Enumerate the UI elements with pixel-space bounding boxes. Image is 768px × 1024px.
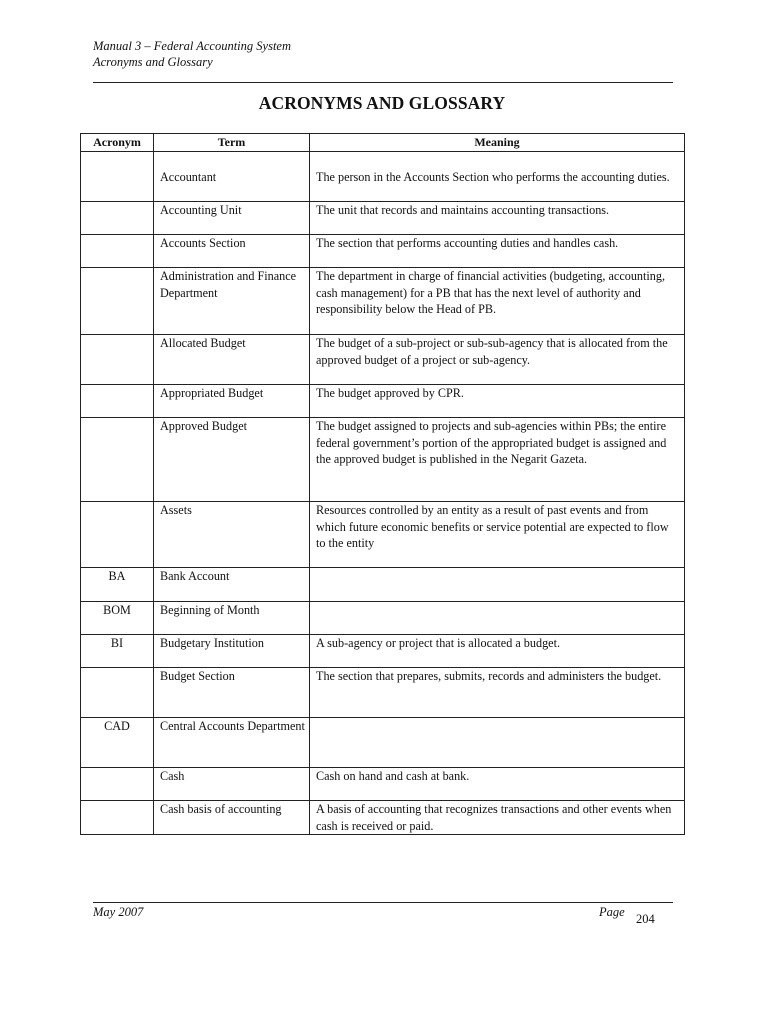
- acronym-cell: [81, 418, 154, 502]
- acronym-cell: BOM: [81, 602, 154, 635]
- meaning-cell: Cash on hand and cash at bank.: [310, 768, 685, 801]
- table-row: [81, 385, 685, 418]
- acronym-cell: [81, 768, 154, 801]
- table-row: [81, 768, 685, 801]
- meaning-cell: A basis of accounting that recognizes transactions and other events when cash is received or paid.: [310, 801, 685, 835]
- term-cell: Allocated Budget: [154, 335, 310, 385]
- meaning-cell: The person in the Accounts Section who performs the accounting duties.: [310, 152, 685, 202]
- table-row: [81, 268, 685, 335]
- table-row: [81, 668, 685, 718]
- term-cell: Bank Account: [154, 568, 310, 602]
- column-header-meaning: Meaning: [310, 134, 685, 152]
- term-cell: Central Accounts Department: [154, 718, 310, 768]
- table-row: [81, 502, 685, 568]
- header-manual-title: Manual 3 – Federal Accounting System: [93, 39, 291, 53]
- table-row: [81, 235, 685, 268]
- running-header: [93, 38, 291, 70]
- header-divider: [93, 82, 673, 83]
- meaning-cell: The section that prepares, submits, records and administers the budget.: [310, 668, 685, 718]
- acronym-cell: [81, 801, 154, 835]
- footer-page-number: 204: [636, 912, 655, 926]
- footer-date: May 2007: [93, 905, 144, 919]
- acronym-cell: [81, 152, 154, 202]
- term-cell: Beginning of Month: [154, 602, 310, 635]
- table-row: [81, 152, 685, 202]
- meaning-cell: The unit that records and maintains accounting transactions.: [310, 202, 685, 235]
- meaning-cell: The budget assigned to projects and sub-agencies within PBs; the entire federal government’s portion of the appropriated budget is assigned and the approved budget is published in the Negarit Gazeta.: [310, 418, 685, 502]
- page-title: ACRONYMS AND GLOSSARY: [258, 93, 506, 113]
- term-cell: Cash basis of accounting: [154, 801, 310, 835]
- header-section-title: Acronyms and Glossary: [93, 55, 213, 69]
- meaning-cell: [310, 568, 685, 602]
- term-cell: Accounting Unit: [154, 202, 310, 235]
- table-row: [81, 202, 685, 235]
- acronym-cell: [81, 335, 154, 385]
- footer-divider: [93, 902, 673, 903]
- acronym-cell: BI: [81, 635, 154, 668]
- meaning-cell: The budget of a sub-project or sub-sub-agency that is allocated from the approved budget of a project or sub-agency.: [310, 335, 685, 385]
- table-row: [81, 335, 685, 385]
- meaning-cell: The department in charge of financial activities (budgeting, accounting, cash management) for a PB that has the next level of authority and responsibility below the Head of PB.: [310, 268, 685, 335]
- term-cell: Budgetary Institution: [154, 635, 310, 668]
- table-row: [81, 568, 685, 602]
- glossary-body: [81, 152, 685, 835]
- table-row: [81, 801, 685, 835]
- term-cell: Administration and Finance Department: [154, 268, 310, 335]
- term-cell: Approved Budget: [154, 418, 310, 502]
- acronym-cell: [81, 502, 154, 568]
- term-cell: Appropriated Budget: [154, 385, 310, 418]
- acronym-cell: [81, 268, 154, 335]
- table-row: [81, 418, 685, 502]
- term-cell: Accounts Section: [154, 235, 310, 268]
- table-row: [81, 635, 685, 668]
- footer-page-label: Page: [599, 905, 625, 919]
- acronym-cell: BA: [81, 568, 154, 602]
- meaning-cell: [310, 602, 685, 635]
- meaning-cell: Resources controlled by an entity as a result of past events and from which future economic benefits or service potential are expected to flow to the entity: [310, 502, 685, 568]
- meaning-cell: [310, 718, 685, 768]
- acronym-cell: CAD: [81, 718, 154, 768]
- term-cell: Cash: [154, 768, 310, 801]
- meaning-cell: The budget approved by CPR.: [310, 385, 685, 418]
- glossary-table: [80, 133, 685, 835]
- term-cell: Budget Section: [154, 668, 310, 718]
- term-cell: Assets: [154, 502, 310, 568]
- table-row: [81, 602, 685, 635]
- table-row: [81, 718, 685, 768]
- meaning-cell: The section that performs accounting duties and handles cash.: [310, 235, 685, 268]
- meaning-cell: A sub-agency or project that is allocated a budget.: [310, 635, 685, 668]
- acronym-cell: [81, 202, 154, 235]
- column-header-acronym: Acronym: [81, 134, 154, 152]
- column-header-term: Term: [154, 134, 310, 152]
- term-cell: Accountant: [154, 152, 310, 202]
- acronym-cell: [81, 668, 154, 718]
- acronym-cell: [81, 385, 154, 418]
- acronym-cell: [81, 235, 154, 268]
- table-header-row: [81, 134, 685, 152]
